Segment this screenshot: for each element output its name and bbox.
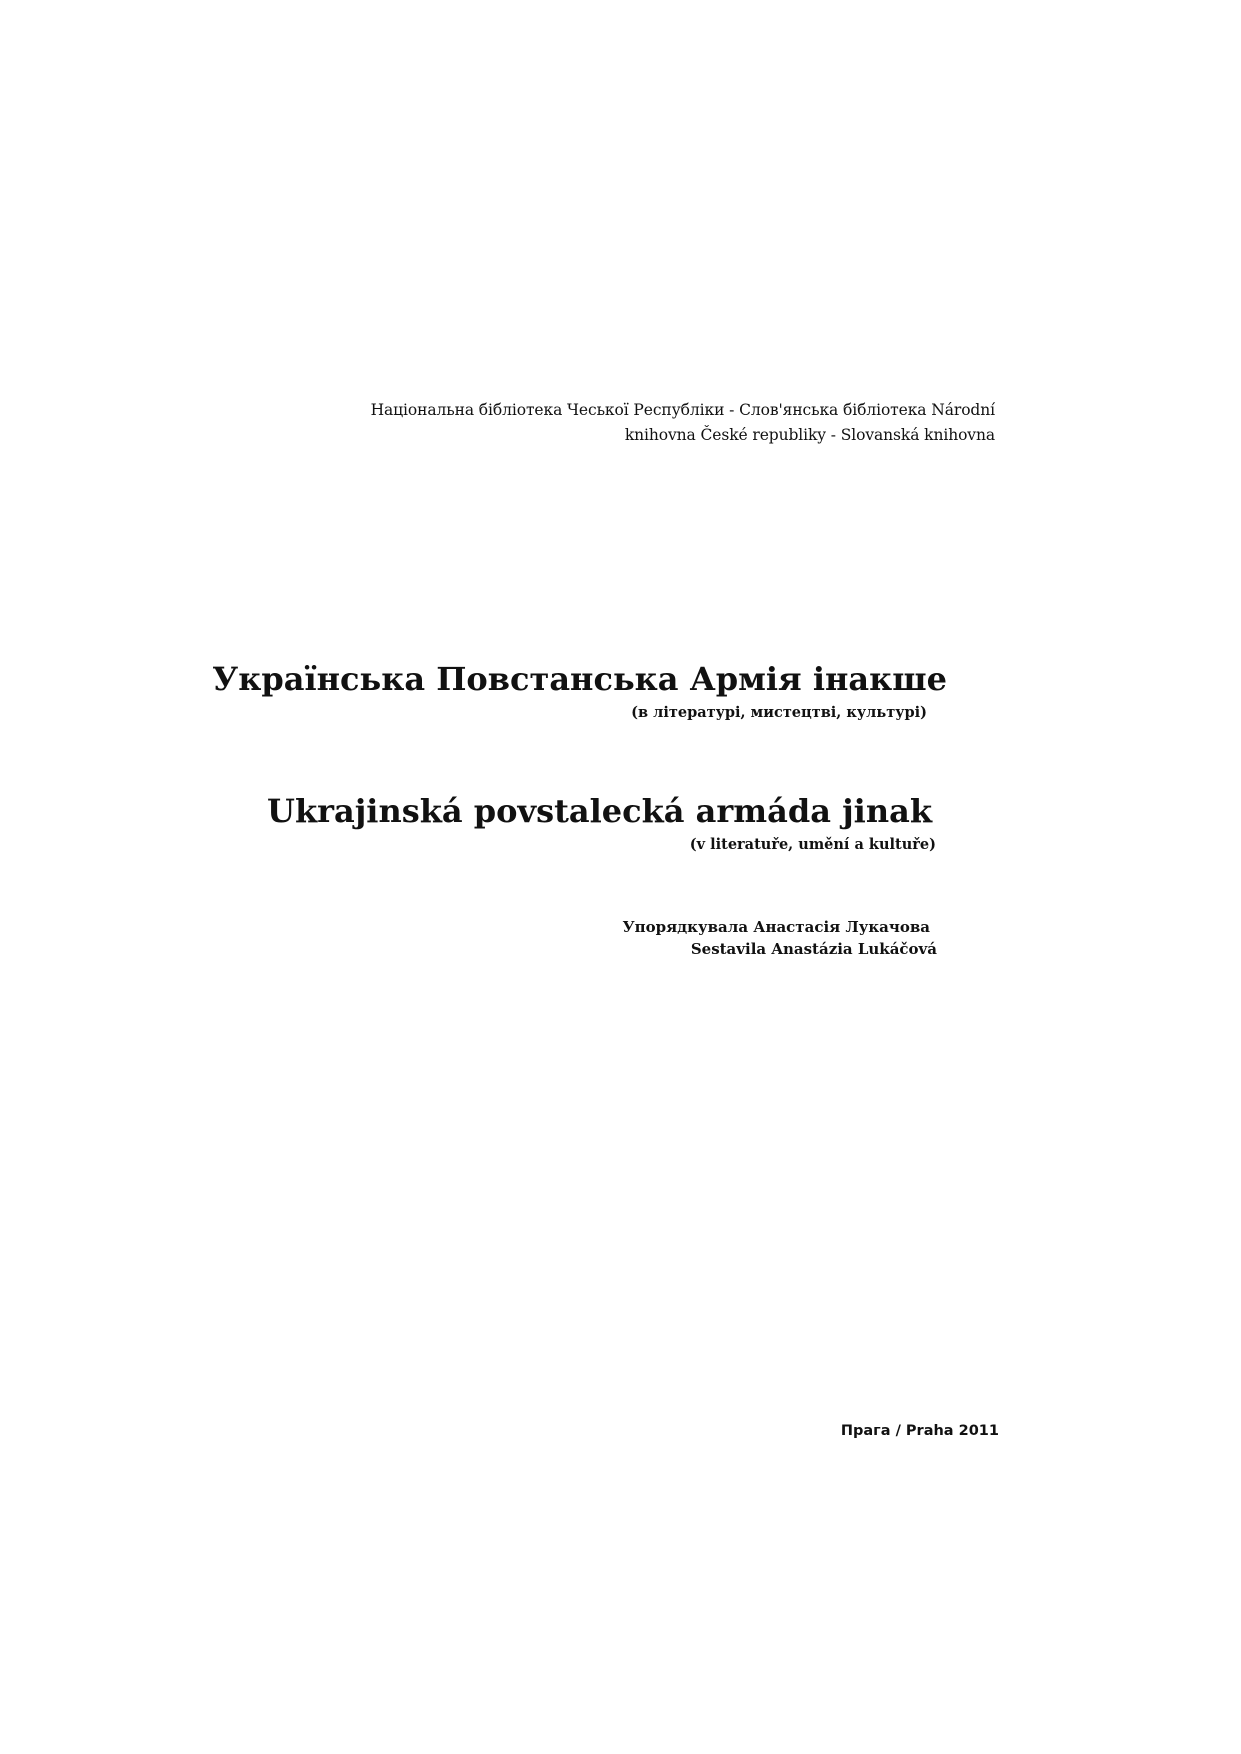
imprint-place-year: Прага / Praha 2011 [840, 1423, 999, 1439]
title-ukrainian: Українська Повстанська Армія інакше [212, 660, 947, 698]
institution-line-1: Національна бібліотека Чеської Республіки - Слов'янська бібліотека Národní [370, 401, 995, 419]
subtitle-ukrainian: (в літературі, мистецтві, культурі) [631, 704, 927, 721]
subtitle-czech: (v literatuře, umění a kultuře) [689, 836, 936, 853]
compiler-czech: Sestavila Anastázia Lukáčová [690, 940, 937, 958]
institution-line-2: knihovna České republiky - Slovanská knihovna [624, 426, 995, 444]
title-czech: Ukrajinská povstalecká armáda jinak [267, 792, 932, 830]
compiler-ukrainian: Упорядкувала Анастасія Лукачова [622, 918, 930, 936]
